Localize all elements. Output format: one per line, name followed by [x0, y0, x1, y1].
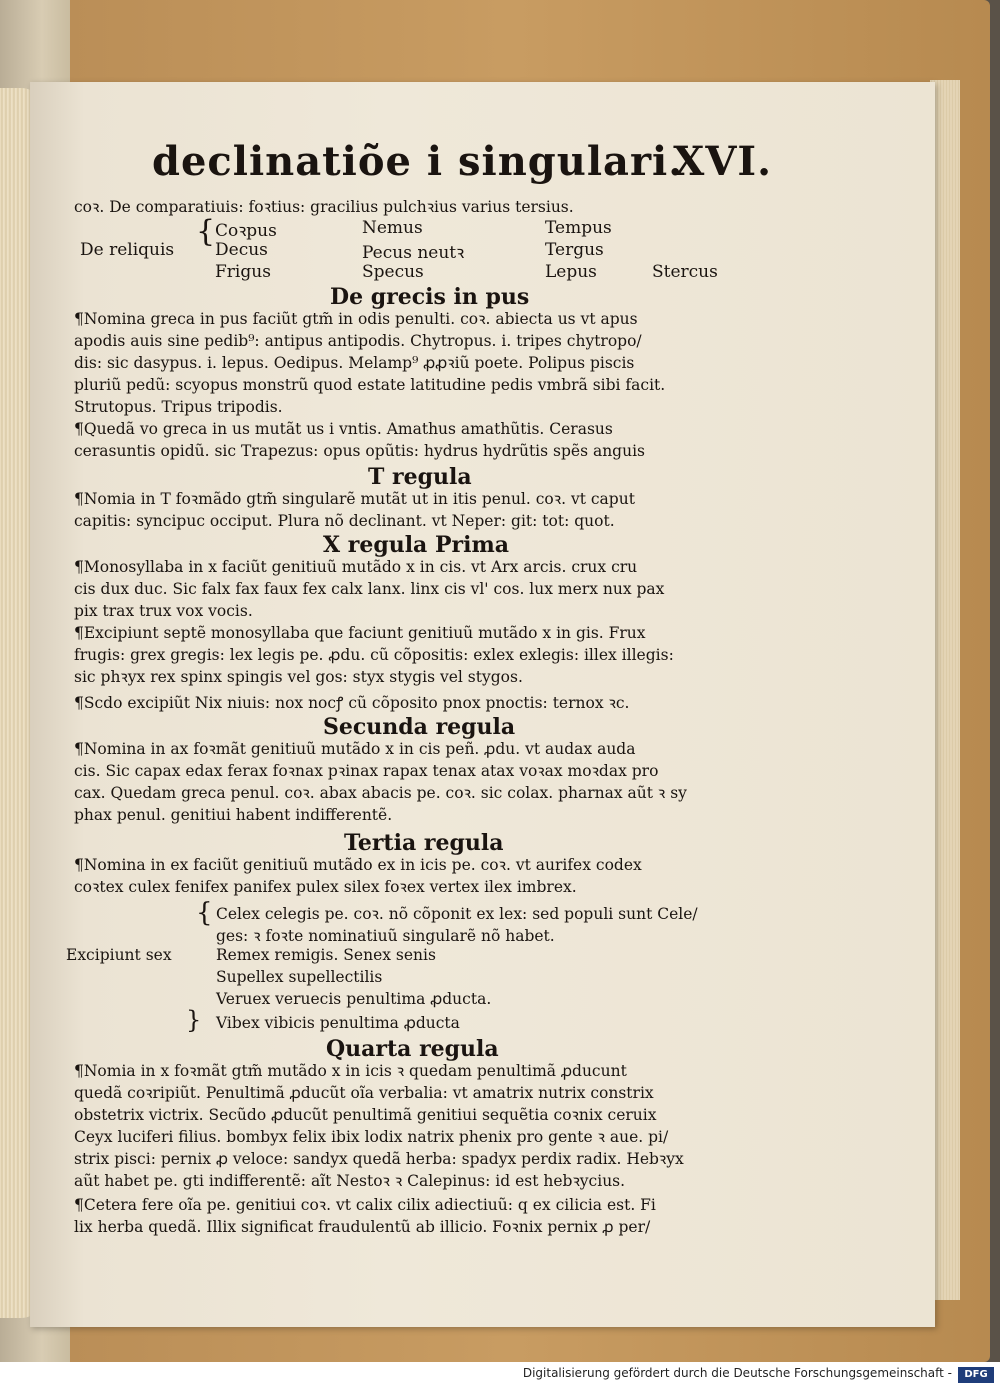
section-heading: Tertia regula: [344, 830, 504, 856]
text-line: phax penul. genitiui habent indifferentẽ.: [74, 806, 393, 824]
table1-cell: Pecus neutꝛ: [362, 243, 465, 263]
section-heading: De grecis in pus: [330, 284, 530, 310]
text-line: frugis: grex gregis: lex legis pe. ꝓdu. cũ cõpositis: exlex exlegis: illex illegis:: [74, 646, 674, 664]
table1-cell: Decus: [215, 240, 268, 260]
text-line: ¶Nomina greca in pus faciũt gtm̃ in odis penulti. coꝛ. abiecta us vt apus: [74, 310, 638, 328]
digitization-footer: [0, 1362, 1000, 1390]
running-head-title: declinatiõe i singulari.: [152, 138, 684, 185]
text-line: capitis: syncipuc occiput. Plura nõ declinant. vt Neper: git: tot: quot.: [74, 512, 615, 530]
table2-item: Supellex supellectilis: [216, 968, 383, 986]
brace-open: {: [196, 898, 213, 928]
table1-cell: Coꝛpus: [215, 221, 277, 241]
text-line: quedã coꝛripiũt. Penultimã ꝓducũt oĩa verbalia: vt amatrix nutrix constrix: [74, 1084, 654, 1102]
table1-cell: Tergus: [545, 240, 604, 260]
dfg-logo: DFG: [958, 1367, 994, 1383]
text-line: ¶Nomia in T foꝛmãdo gtm̃ singularẽ mutãt ut in itis penul. coꝛ. vt caput: [74, 490, 635, 508]
table1-cell: Specus: [362, 262, 424, 282]
text-line: dis: sic dasypus. i. lepus. Oedipus. Melamp⁹ ꝓꝓꝛiũ poete. Polipus piscis: [74, 354, 635, 372]
text-line: cerasuntis opidũ. sic Trapezus: opus opũtis: hydrus hydrũtis spẽs anguis: [74, 442, 645, 460]
section-heading: Quarta regula: [326, 1036, 499, 1062]
section-heading: T regula: [368, 464, 472, 490]
running-head: [152, 138, 772, 188]
text-line: ¶Nomina in ex faciũt genitiuũ mutãdo ex in icis pe. coꝛ. vt aurifex codex: [74, 856, 642, 874]
text-line: sic phꝛyx rex spinx spingis vel gos: styx stygis vel stygos.: [74, 668, 523, 686]
text-line: pix trax trux vox vocis.: [74, 602, 253, 620]
text-line: Strutopus. Tripus tripodis.: [74, 398, 283, 416]
folio-number: XVI.: [673, 138, 772, 185]
text-line: ¶Excipiunt septẽ monosyllaba que faciunt genitiuũ mutãdo x in gis. Frux: [74, 624, 646, 642]
table1-cell: Stercus: [652, 262, 718, 282]
text-line: lix herba quedã. Illix significat fraudulentũ ab illicio. Foꝛnix pernix ꝓ per/: [74, 1218, 651, 1236]
text-line: obstetrix victrix. Secũdo ꝓducũt penultimã genitiui sequẽtia coꝛnix ceruix: [74, 1106, 657, 1124]
text-line: cis dux duc. Sic falx fax faux fex calx lanx. linx cis vl' cos. lux merx nux pax: [74, 580, 665, 598]
table2-item: Vibex vibicis penultima ꝓducta: [216, 1014, 460, 1032]
table2-item: Celex celegis pe. coꝛ. nõ cõponit ex lex: sed populi sunt Cele/: [216, 905, 698, 923]
text-line: ¶Scdo excipiũt Nix niuis: nox nocꝭ cũ cõposito pnox pnoctis: ternox ꝛc.: [74, 694, 630, 712]
text-line: ¶Cetera fere oĩa pe. genitiui coꝛ. vt calix cilix adiectiuũ: q ex cilicia est. Fi: [74, 1196, 656, 1214]
text-line: cis. Sic capax edax ferax foꝛnax pꝛinax rapax tenax atax voꝛax moꝛdax pro: [74, 762, 659, 780]
section-heading: X regula Prima: [323, 532, 509, 558]
text-line: aũt habet pe. gti indifferentẽ: aĩt Nestoꝛ ꝛ Calepinus: id est hebꝛycius.: [74, 1172, 626, 1190]
text-line: ¶Nomia in x foꝛmãt gtm̃ mutãdo x in icis ꝛ quedam penultimã ꝓducunt: [74, 1062, 627, 1080]
table1-cell: Tempus: [545, 218, 612, 238]
table2-item: ges: ꝛ foꝛte nominatiuũ singularẽ nõ habet.: [216, 927, 555, 945]
text-line: pluriũ pedũ: scyopus monstrũ quod estate latitudine pedis vmbrã sibi facit.: [74, 376, 666, 394]
table2-label: Excipiunt sex: [66, 946, 172, 964]
text-line: ¶Monosyllaba in x faciũt genitiuũ mutãdo x in cis. vt Arx arcis. crux cru: [74, 558, 638, 576]
brace-close: }: [186, 1006, 202, 1034]
text-line: cax. Quedam greca penul. coꝛ. abax abacis pe. coꝛ. sic colax. pharnax aũt ꝛ sy: [74, 784, 687, 802]
brace-open: {: [196, 214, 216, 249]
table1-cell: Nemus: [362, 218, 423, 238]
text-line: Ceyx luciferi filius. bombyx felix ibix lodix natrix phenix pro gente ꝛ aue. pi/: [74, 1128, 669, 1146]
table1-label: De reliquis: [80, 240, 175, 260]
table1-cell: Frigus: [215, 262, 271, 282]
footer-credit: Digitalisierung gefördert durch die Deutsche Forschungsgemeinschaft -: [522, 1366, 952, 1380]
section-heading: Secunda regula: [323, 714, 516, 740]
text-line: coꝛtex culex fenifex panifex pulex silex foꝛex vertex ilex imbrex.: [74, 878, 577, 896]
text-line: apodis auis sine pedib⁹: antipus antipodis. Chytropus. i. tripes chytropo/: [74, 332, 642, 350]
text-line: ¶Nomina in ax foꝛmãt genitiuũ mutãdo x in cis peñ. ꝓdu. vt audax auda: [74, 740, 636, 758]
intro-line: coꝛ. De comparatiuis: foꝛtius: gracilius pulchꝛius varius tersius.: [74, 198, 574, 216]
table1-cell: Lepus: [545, 262, 597, 282]
text-line: ¶Quedã vo greca in us mutãt us i vntis. Amathus amathũtis. Cerasus: [74, 420, 613, 438]
table2-item: Veruex veruecis penultima ꝓducta.: [216, 990, 492, 1008]
text-line: strix pisci: pernix ꝓ veloce: sandyx quedã herba: spadyx perdix radix. Hebꝛyx: [74, 1150, 684, 1168]
table2-item: Remex remigis. Senex senis: [216, 946, 436, 964]
